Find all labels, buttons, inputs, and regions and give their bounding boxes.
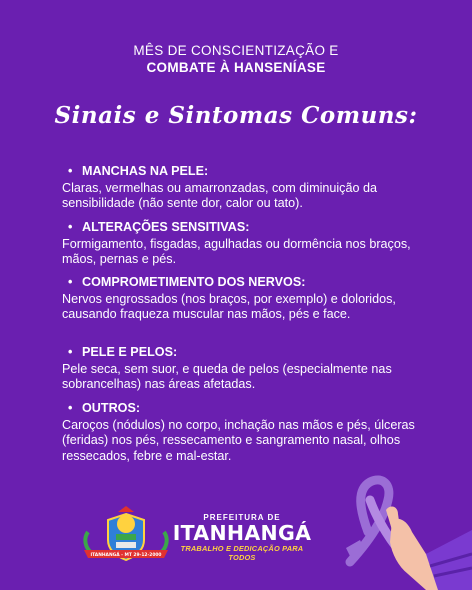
section-alteracoes <box>62 220 422 268</box>
header-line-1: MÊS DE CONSCIENTIZAÇÃO E <box>133 43 339 58</box>
bullet-icon: • <box>68 401 73 415</box>
section-heading: • MANCHAS NA PELE: <box>68 164 209 178</box>
campaign-header <box>0 42 472 76</box>
section-nervos <box>62 275 422 323</box>
section-body: Formigamento, fisgadas, agulhadas ou dormência nos braços, mãos, pernas e pés. <box>62 236 411 267</box>
section-body: Pele seca, sem suor, e queda de pelos (especialmente nas sobrancelhas) nas áreas afetadas. <box>62 361 392 392</box>
section-heading: • COMPROMETIMENTO DOS NERVOS: <box>68 275 306 289</box>
bullet-icon: • <box>68 220 73 234</box>
section-manchas <box>62 164 422 212</box>
crest-banner-text: ITANHANGÁ - MT 29-12-2000 <box>90 553 162 558</box>
section-pele-pelos <box>62 345 422 393</box>
city-name: ITANHANGÁ <box>172 521 312 545</box>
section-heading: • OUTROS: <box>68 401 141 415</box>
section-body: Caroços (nódulos) no corpo, inchação nas mãos e pés, úlceras (feridas) nos pés, ressecamento e sangramento nasal, olhos ressecados, febre e mal-estar. <box>62 417 415 463</box>
header-line-2: COMBATE À HANSENÍASE <box>146 60 326 75</box>
section-body: Claras, vermelhas ou amarronzadas, com diminuição da sensibilidade (não sente dor, calor ou tato). <box>62 180 377 211</box>
prefeitura-label: PREFEITURA DE <box>203 513 281 522</box>
municipal-crest-logo <box>80 506 172 566</box>
prefeitura-logo <box>172 513 312 562</box>
page-title: Sinais e Sintomas Comuns: <box>54 102 418 129</box>
bullet-icon: • <box>68 164 73 178</box>
awareness-ribbon-hand-illustration <box>330 470 472 590</box>
slogan: TRABALHO E DEDICAÇÃO PARA TODOS <box>180 544 304 562</box>
bullet-icon: • <box>68 345 73 359</box>
bullet-icon: • <box>68 275 73 289</box>
section-body: Nervos engrossados (nos braços, por exemplo) e doloridos, causando fraqueza muscular nas mãos, pés e face. <box>62 291 396 322</box>
section-heading: • ALTERAÇÕES SENSITIVAS: <box>68 220 250 234</box>
section-heading: • PELE E PELOS: <box>68 345 178 359</box>
section-outros <box>62 401 422 464</box>
